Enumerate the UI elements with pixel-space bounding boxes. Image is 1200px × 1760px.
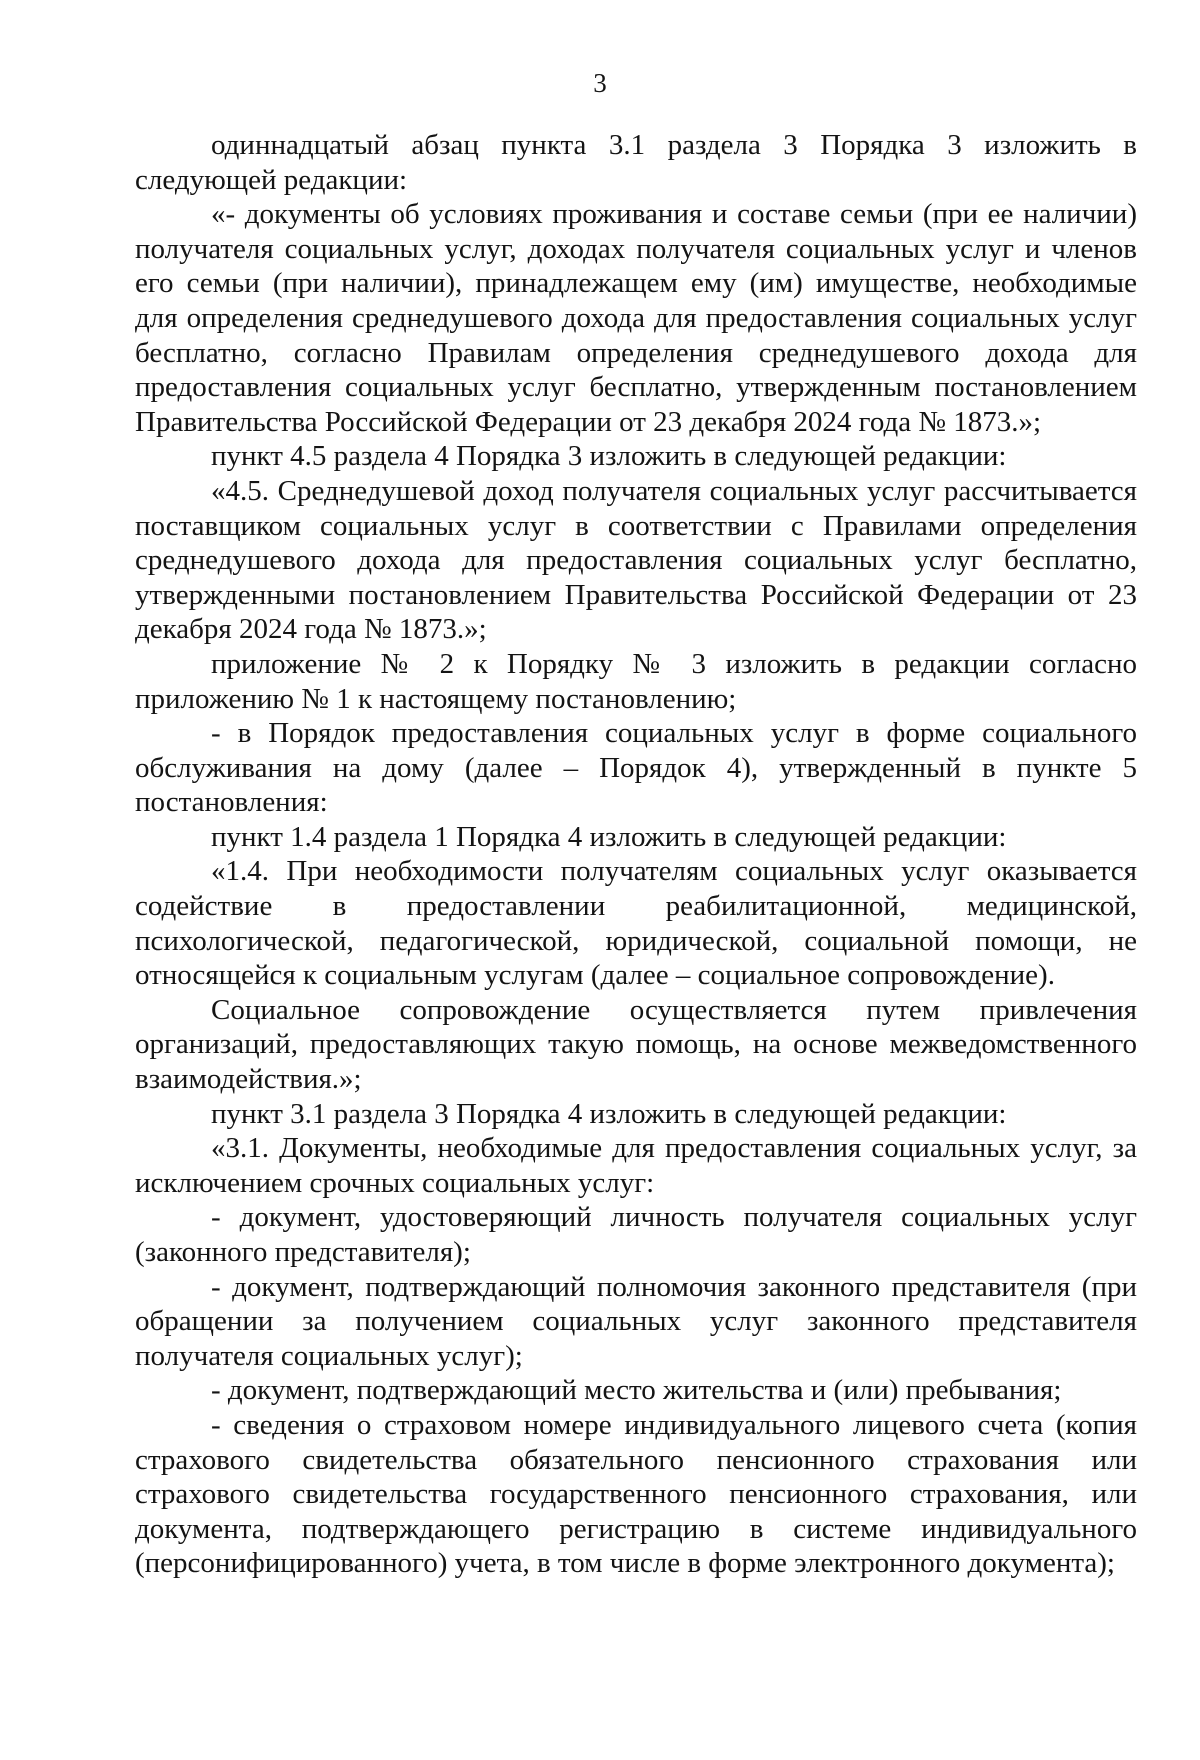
paragraph: пункт 3.1 раздела 3 Порядка 4 изложить в следующей редакции:	[211, 1097, 1007, 1130]
document-body	[135, 128, 1137, 1581]
paragraph: Социальное сопровождение осуществляется путем привлечения организаций, предоставляющих такую помощь, на основе межведомственного взаимодействия.»;	[135, 993, 1137, 1096]
paragraph: одиннадцатый абзац пункта 3.1 раздела 3 Порядка 3 изложить в следующей редакции:	[135, 129, 1137, 196]
paragraph: «4.5. Среднедушевой доход получателя социальных услуг рассчитывается поставщиком социальных услуг в соответствии с Правилами определения среднедушевого дохода для предоставления социальных услуг бесплатно, утвержденными постановлением Правительства Российской Федерации от 23 декабря 2024 года № 1873.»;	[135, 474, 1137, 646]
paragraph: - документ, подтверждающий место жительства и (или) пребывания;	[211, 1374, 1062, 1407]
paragraph: приложение № 2 к Порядку № 3 изложить в редакции согласно приложению № 1 к настоящему постановлению;	[135, 647, 1137, 715]
paragraph: пункт 1.4 раздела 1 Порядка 4 изложить в следующей редакции:	[211, 820, 1007, 853]
paragraph: - документ, удостоверяющий личность получателя социальных услуг (законного представителя);	[135, 1201, 1137, 1268]
paragraph: - в Порядок предоставления социальных услуг в форме социального обслуживания на дому (далее – Порядок 4), утвержденный в пункте 5 постановления:	[135, 717, 1137, 819]
page-number: 3	[593, 68, 607, 98]
paragraph: «1.4. При необходимости получателям социальных услуг оказывается содействие в предоставлении реабилитационной, медицинской, психологической, педагогической, юридической, социальной помощи, не относящейся к социальным услугам (далее – социальное сопровождение).	[135, 855, 1137, 992]
paragraph: - сведения о страховом номере индивидуального лицевого счета (копия страхового свидетельства обязательного пенсионного страхования или страхового свидетельства государственного пенсионного страхования, или документа, подтверждающего регистрацию в системе индивидуального (персонифицированного) учета, в том числе в форме электронного документа);	[135, 1408, 1137, 1580]
paragraph: пункт 4.5 раздела 4 Порядка 3 изложить в следующей редакции:	[211, 440, 1007, 473]
paragraph: «3.1. Документы, необходимые для предоставления социальных услуг, за исключением срочных социальных услуг:	[135, 1132, 1137, 1199]
paragraph: «- документы об условиях проживания и составе семьи (при ее наличии) получателя социальных услуг, доходах получателя социальных услуг и членов его семьи (при наличии), принадлежащем ему (им) имуществе, необходимые для определения среднедушевого дохода для предоставления социальных услуг бесплатно, согласно Правилам определения среднедушевого дохода для предоставления социальных услуг бесплатно, утвержденным постановлением Правительства Российской Федерации от 23 декабря 2024 года № 1873.»;	[135, 198, 1137, 438]
paragraph: - документ, подтверждающий полномочия законного представителя (при обращении за получением социальных услуг законного представителя получателя социальных услуг);	[135, 1270, 1137, 1372]
